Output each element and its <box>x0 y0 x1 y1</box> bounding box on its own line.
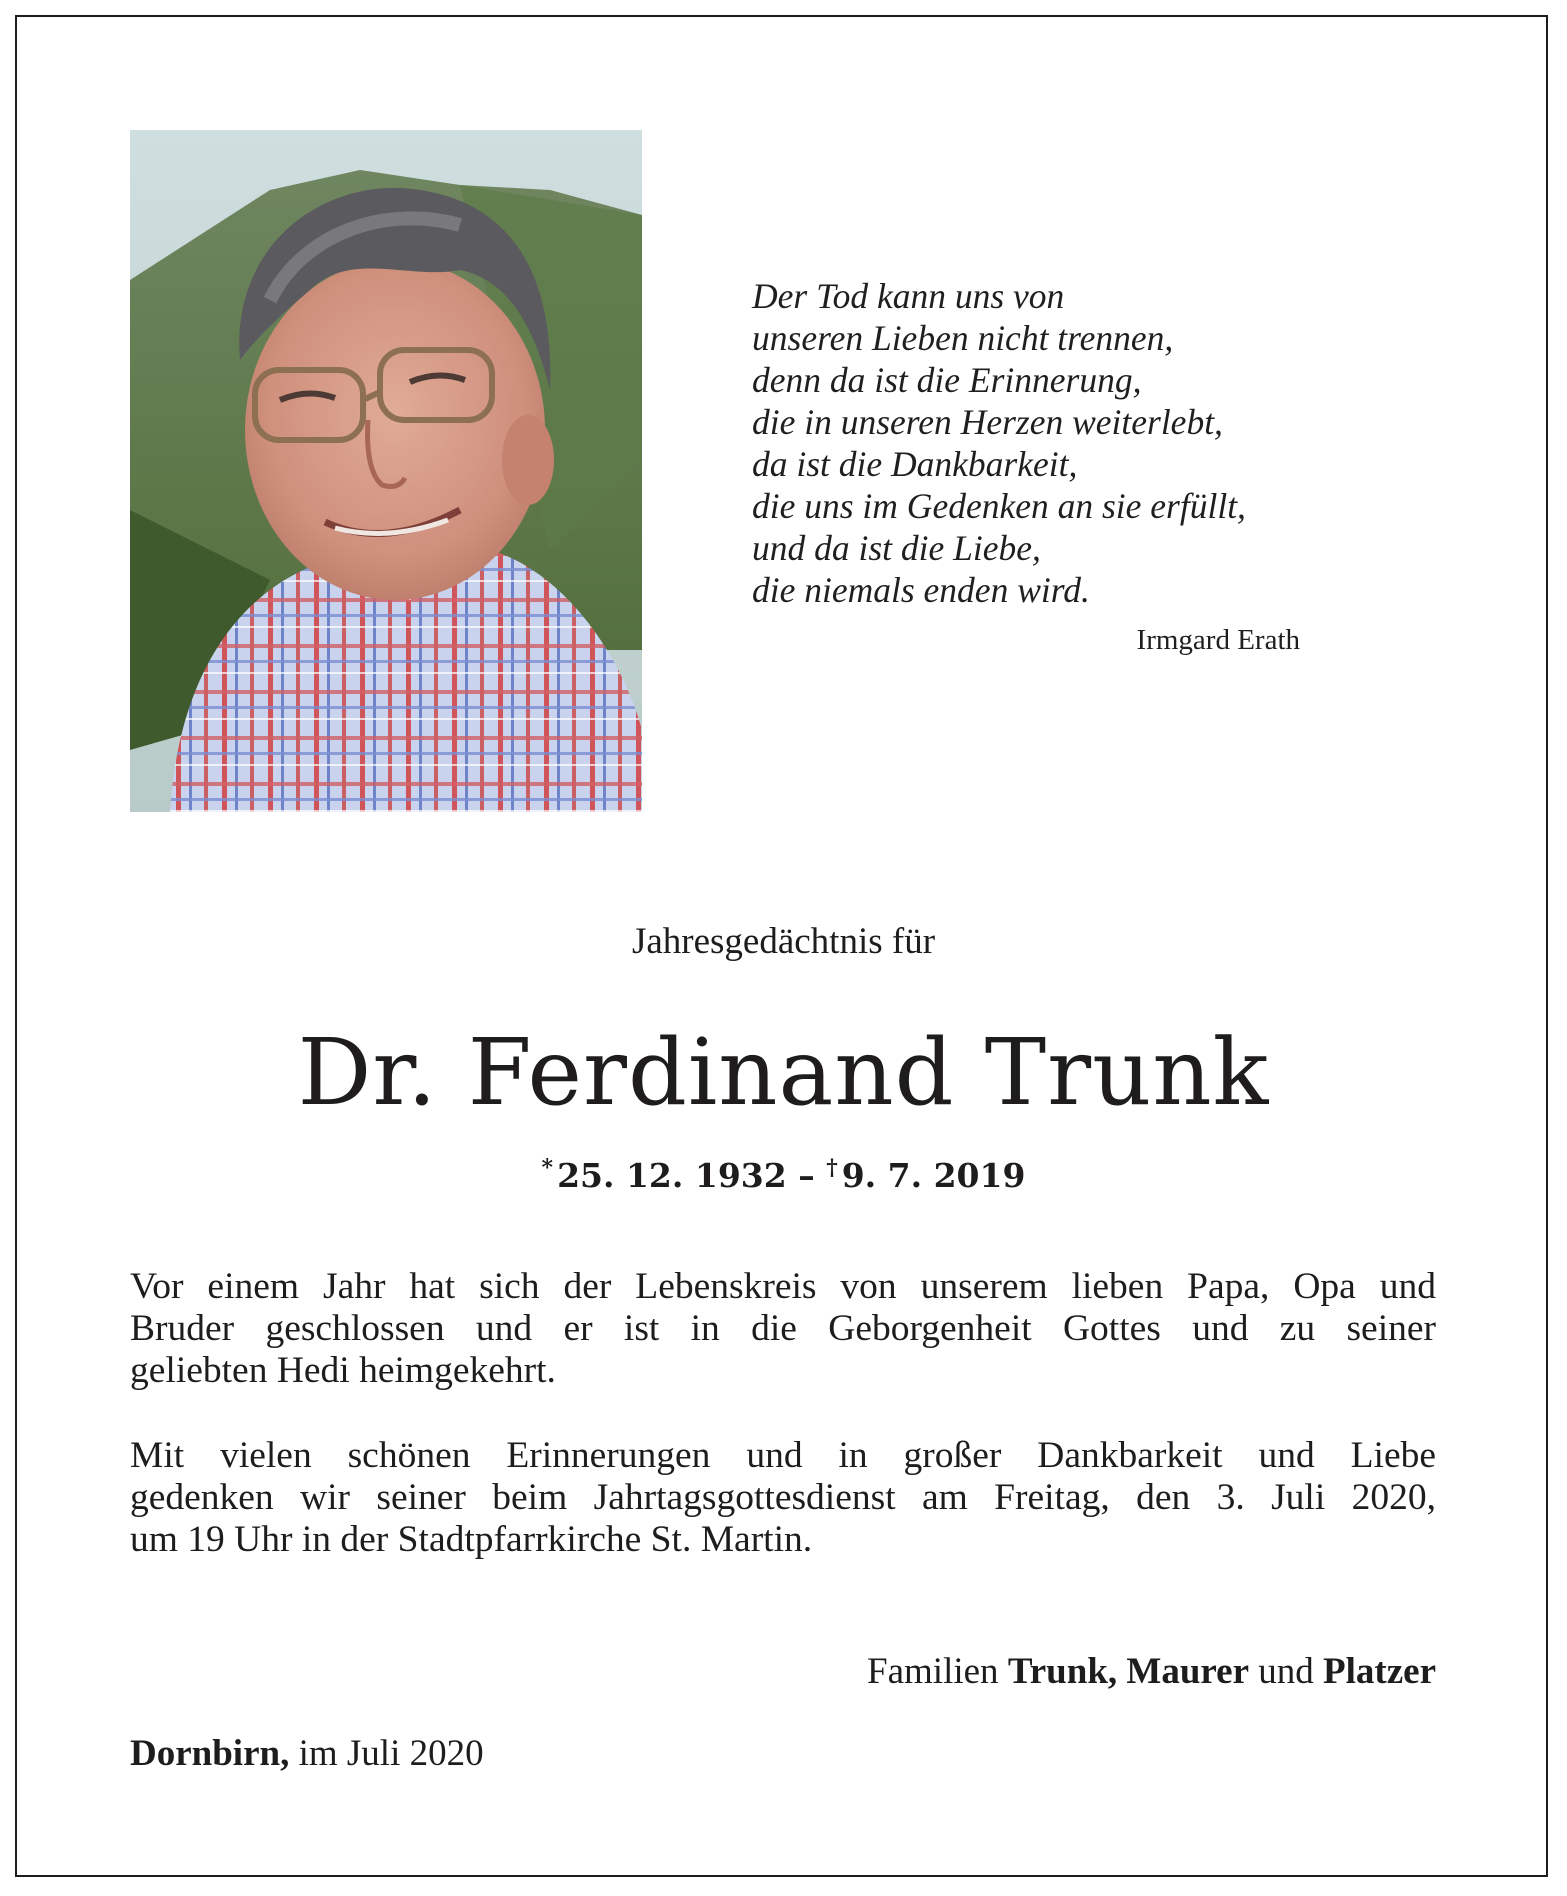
paragraph-line: Bruder geschlossen und er ist in die Geborgenheit Gottes und zu seiner <box>130 1308 1436 1349</box>
family-name-trunk: Trunk, <box>1007 1651 1118 1692</box>
place-city: Dornbirn, <box>130 1733 290 1774</box>
family-name-platzer: Platzer <box>1323 1651 1436 1692</box>
paragraph-line: geliebten Hedi heimgekehrt. <box>130 1350 556 1391</box>
poem-line: die uns im Gedenken an sie erfüllt, <box>752 486 1246 526</box>
paragraph-line: gedenken wir seiner beim Jahrtagsgottesdienst am Freitag, den 3. Juli 2020, <box>130 1477 1436 1518</box>
paragraph-line: Mit vielen schönen Erinnerungen und in großer Dankbarkeit und Liebe <box>130 1435 1436 1476</box>
paragraph-line: um 19 Uhr in der Stadtpfarrkirche St. Martin. <box>130 1519 813 1560</box>
life-dates <box>0 1146 1567 1198</box>
portrait-photo <box>130 130 642 812</box>
family-signoff <box>130 1648 1436 1696</box>
poem-line: die in unseren Herzen weiterlebt, <box>752 402 1223 442</box>
death-date: 9. 7. 2019 <box>841 1156 1026 1195</box>
paragraph-service <box>130 1435 1436 1561</box>
signoff-conjunction: und <box>1249 1651 1324 1692</box>
deceased-name: Dr. Ferdinand Trunk <box>297 1019 1270 1126</box>
poem-line: unseren Lieben nicht trennen, <box>752 318 1174 358</box>
place-month: im Juli 2020 <box>289 1733 484 1774</box>
paragraph-remembrance <box>130 1266 1436 1392</box>
date-dash: – <box>786 1156 827 1195</box>
portrait-photo-icon <box>130 130 642 812</box>
place-date <box>130 1730 484 1778</box>
poem-line: die niemals enden wird. <box>752 570 1090 610</box>
birth-date: 25. 12. 1932 <box>557 1156 787 1195</box>
paragraph-line: Vor einem Jahr hat sich der Lebenskreis von unserem lieben Papa, Opa und <box>130 1266 1436 1307</box>
poem-line: Der Tod kann uns von <box>752 276 1065 316</box>
poem-line: denn da ist die Erinnerung, <box>752 360 1142 400</box>
poem-line: und da ist die Liebe, <box>752 528 1041 568</box>
poem-author: Irmgard Erath <box>1136 624 1300 656</box>
death-symbol: † <box>826 1155 838 1181</box>
birth-symbol: * <box>541 1155 554 1181</box>
signoff-prefix: Familien <box>867 1651 1008 1692</box>
family-name-maurer: Maurer <box>1126 1651 1250 1692</box>
poem-line: da ist die Dankbarkeit, <box>752 444 1078 484</box>
poem <box>752 275 1352 611</box>
memorial-subtitle: Jahresgedächtnis für <box>631 921 936 962</box>
